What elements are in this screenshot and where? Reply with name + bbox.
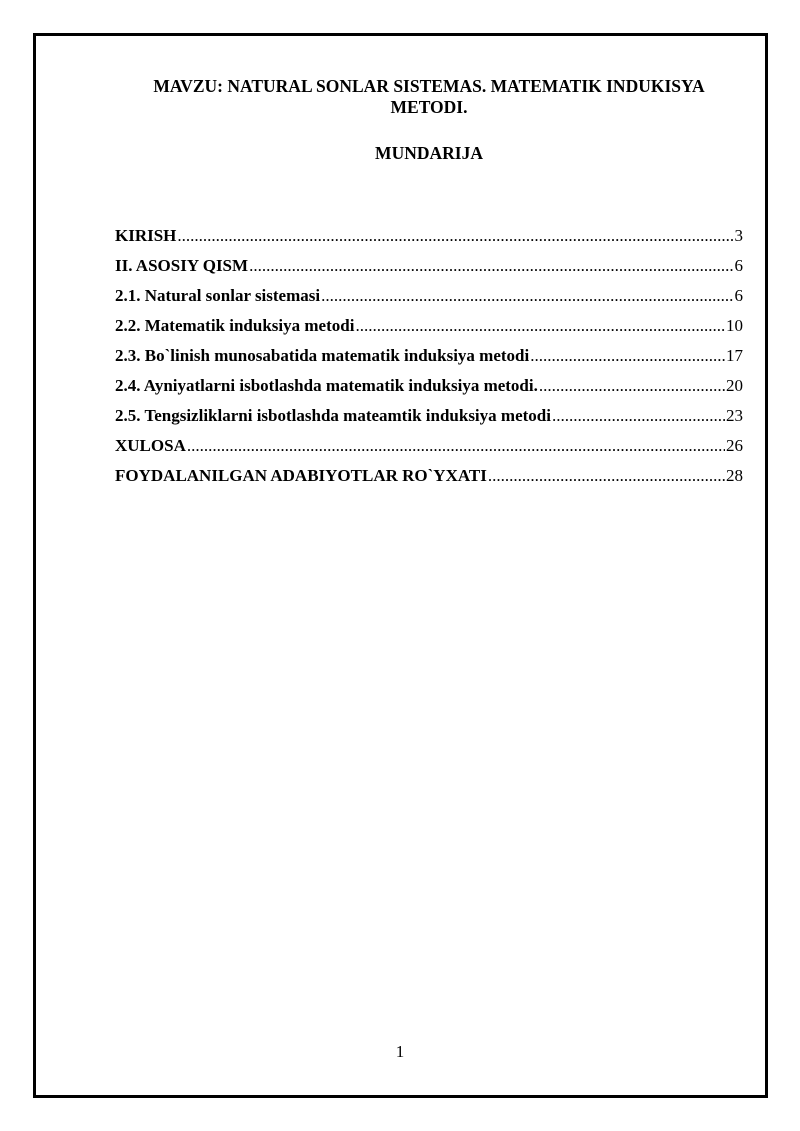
toc-entry-page: 3: [734, 226, 743, 245]
toc-entry-2-3[interactable]: [115, 345, 743, 375]
toc-entry-label: XULOSA: [115, 436, 186, 455]
toc-entry-2-2[interactable]: [115, 315, 743, 345]
toc-entry-label: 2.5. Tengsizliklarni isbotlashda mateamtik induksiya metodi: [115, 406, 551, 425]
toc-entry-page: 17: [726, 346, 743, 365]
toc-entry-xulosa[interactable]: [115, 435, 743, 465]
toc-dot-leader: [249, 255, 733, 277]
toc-entry-asosiy-qism[interactable]: [115, 255, 743, 285]
contents-heading: MUNDARIJA: [375, 143, 483, 163]
toc-entry-label: 2.4. Ayniyatlarni isbotlashda matematik induksiya metodi.: [115, 376, 538, 395]
toc-entry-page: 26: [726, 436, 743, 455]
toc-entry-2-5[interactable]: [115, 405, 743, 435]
toc-dot-leader: [552, 405, 725, 427]
toc-entry-2-1[interactable]: [115, 285, 743, 315]
page-number: 1: [395, 1042, 405, 1061]
toc-entry-label: II. ASOSIY QISM: [115, 256, 249, 275]
document-title: MAVZU: NATURAL SONLAR SISTEMAS. MATEMATIK INDUKISYA METODI.: [153, 76, 705, 117]
toc-entry-label: 2.3. Bo`linish munosabatida matematik induksiya metodi: [115, 346, 530, 365]
toc-entry-page: 23: [726, 406, 743, 425]
toc-dot-leader: [539, 375, 725, 397]
toc-dot-leader: [355, 315, 725, 337]
toc-entry-adabiyotlar[interactable]: [115, 465, 743, 495]
toc-entry-page: 20: [726, 376, 743, 395]
toc-dot-leader: [177, 225, 733, 247]
toc-entry-label: KIRISH: [115, 226, 177, 245]
toc-entry-page: 28: [726, 466, 743, 485]
toc-dot-leader: [321, 285, 733, 307]
table-of-contents: [115, 225, 743, 495]
toc-entry-page: 6: [734, 256, 743, 275]
toc-entry-label: FOYDALANILGAN ADABIYOTLAR RO`YXATI: [115, 466, 487, 485]
toc-entry-label: 2.1. Natural sonlar sistemasi: [115, 286, 321, 305]
toc-entry-page: 6: [734, 286, 743, 305]
page-border: [33, 33, 768, 1098]
toc-entry-kirish[interactable]: [115, 225, 743, 255]
toc-dot-leader: [187, 435, 725, 457]
toc-entry-label: 2.2. Matematik induksiya metodi: [115, 316, 355, 335]
toc-dot-leader: [530, 345, 725, 367]
toc-dot-leader: [488, 465, 725, 487]
toc-entry-2-4[interactable]: [115, 375, 743, 405]
toc-entry-page: 10: [726, 316, 743, 335]
